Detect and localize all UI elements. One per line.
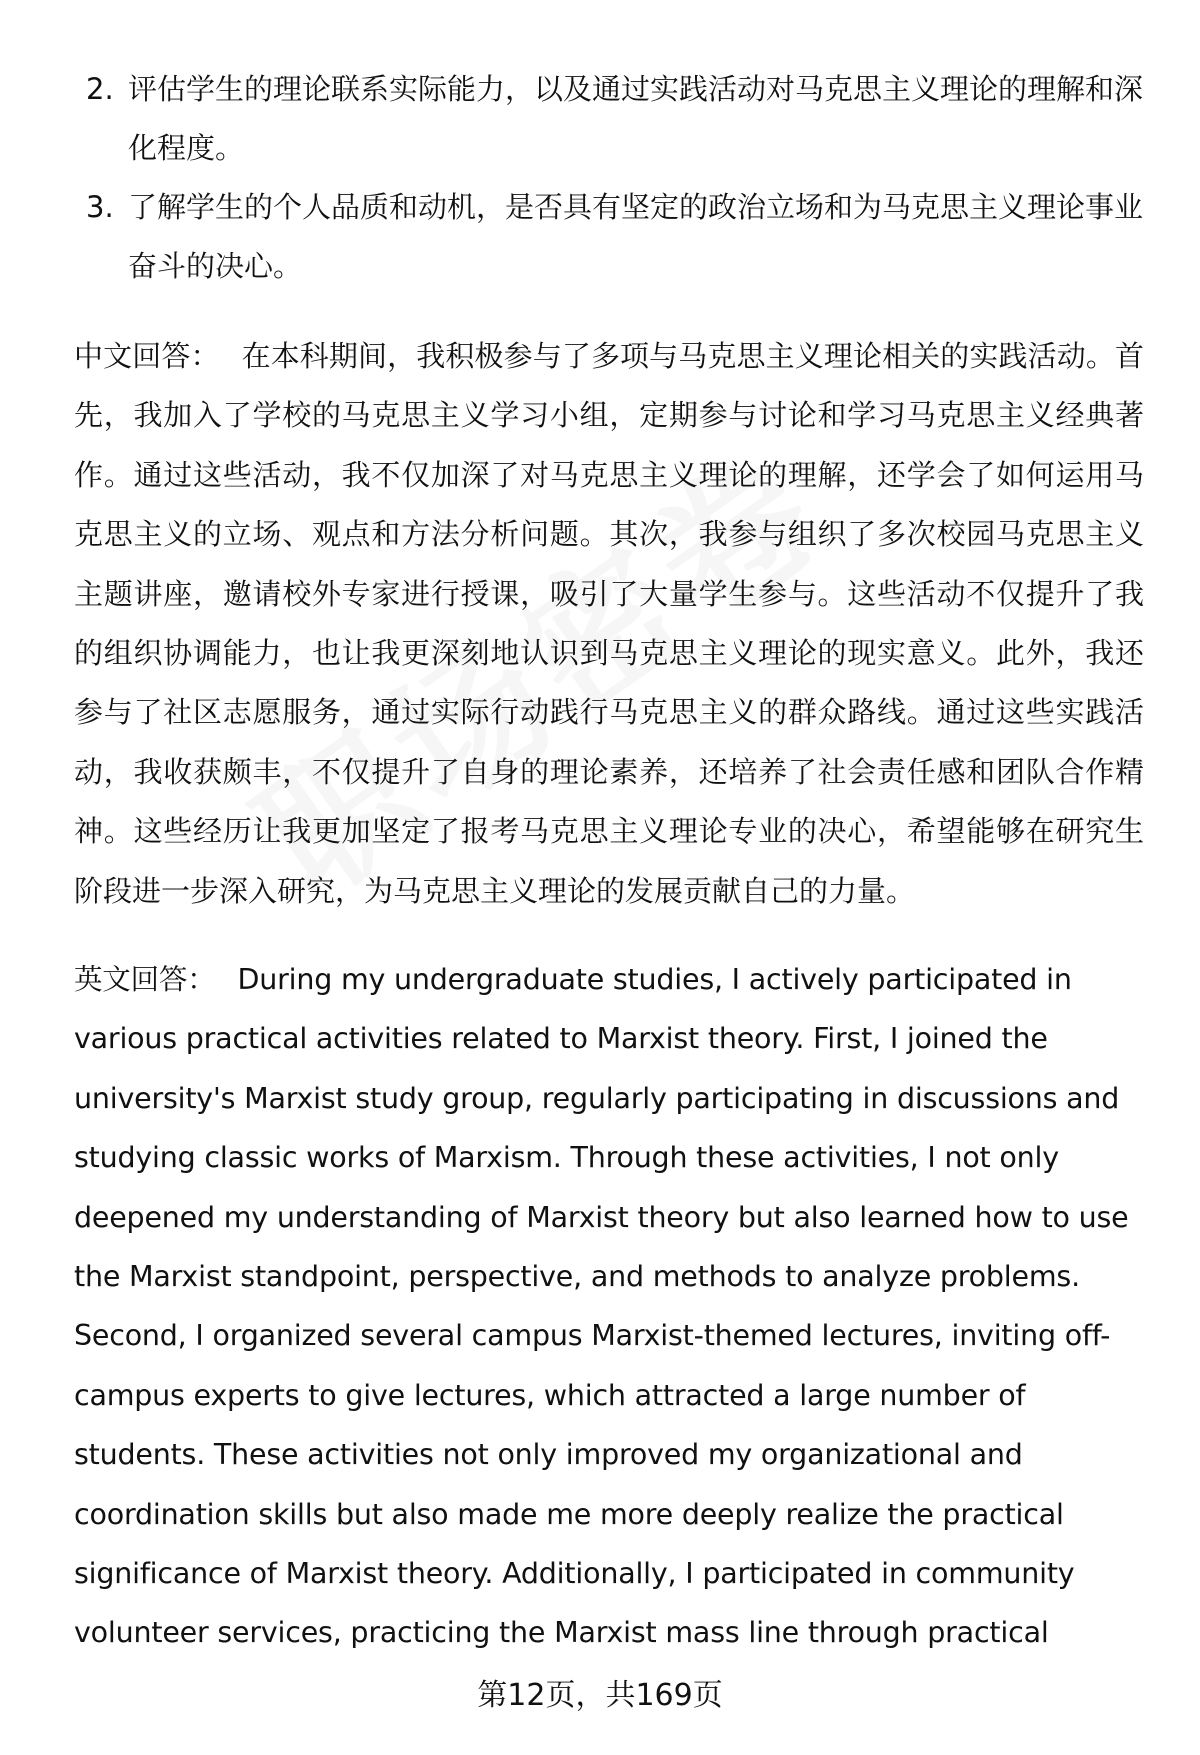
chinese-answer-text: 在本科期间，我积极参与了多项与马克思主义理论相关的实践活动。首先，我加入了学校的马克思主义学习小组，定期参与讨论和学习马克思主义经典著作。通过这些活动，我不仅加深了对马克思主义理论的理解，还学会了如何运用马克思主义的立场、观点和方法分析问题。其次，我参与组织了多次校园马克思主义主题讲座，邀请校外专家进行授课，吸引了大量学生参与。这些活动不仅提升了我的组织协调能力，也让我更深刻地认识到马克思主义理论的现实意义。此外，我还参与了社区志愿服务，通过实际行动践行马克思主义的群众路线。通过这些实践活动，我收获颇丰，不仅提升了自身的理论素养，还培养了社会责任感和团队合作精神。这些经历让我更加坚定了报考马克思主义理论专业的决心，希望能够在研究生阶段进一步深入研究，为马克思主义理论的发展贡献自己的力量。 xyxy=(74,339,1144,908)
list-item-text: 评估学生的理论联系实际能力，以及通过实践活动对马克思主义理论的理解和深化程度。 xyxy=(128,72,1144,165)
english-answer-paragraph xyxy=(74,950,1144,1663)
evaluation-list xyxy=(74,60,1144,296)
english-answer-label: 英文回答： xyxy=(74,963,216,996)
list-item xyxy=(74,60,1144,178)
list-item-number: 3. xyxy=(86,190,114,224)
page-number-footer: 第12页，共169页 xyxy=(477,1678,723,1713)
list-item-text: 了解学生的个人品质和动机，是否具有坚定的政治立场和为马克思主义理论事业奋斗的决心。 xyxy=(128,190,1144,283)
list-item xyxy=(74,178,1144,296)
chinese-answer-label: 中文回答： xyxy=(74,339,220,373)
english-answer-text: During my undergraduate studies, I actively participated in various practical activities related to Marxist theory. First, I joined the university's Marxist study group, regularly participating in discussions and studying classic works of Marxism. Through these activities, I not only deepened my understanding of Marxist theory but also learned how to use the Marxist standpoint, perspective, and methods to analyze problems. Second, I organized several campus Marxist-themed lectures, inviting off-campus experts to give lectures, which attracted a large number of students. These activities not only improved my organizational and coordination skills but also made me more deeply realize the practical significance of Marxist theory. Additionally, I participated in community volunteer services, practicing the Marxist mass line through practical xyxy=(74,963,1129,1650)
chinese-answer-paragraph xyxy=(74,327,1144,921)
list-item-number: 2. xyxy=(86,72,114,106)
